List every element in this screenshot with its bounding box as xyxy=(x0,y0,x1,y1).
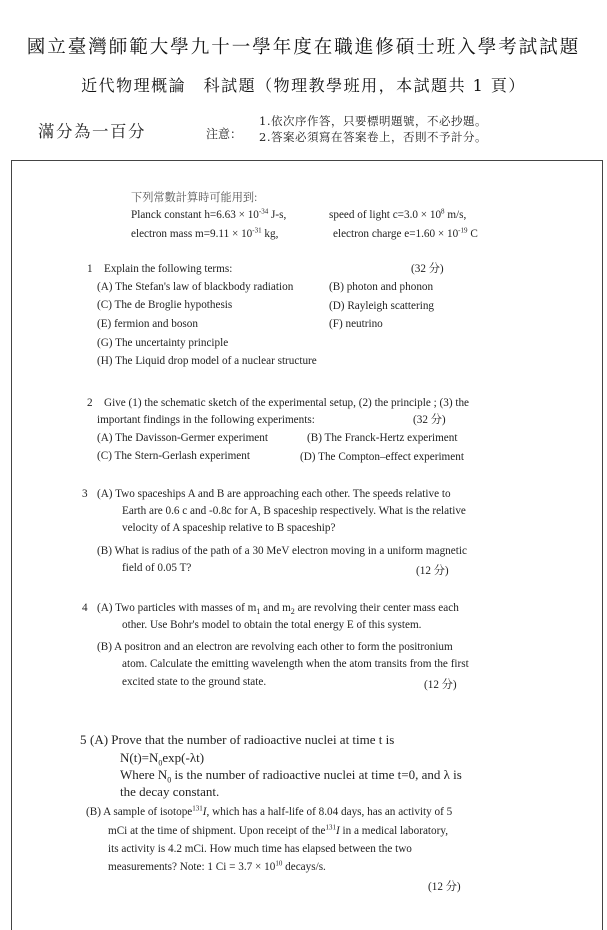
q2-item-a: (A) The Davisson-Germer experiment xyxy=(97,432,268,444)
q1-item-e: (E) fermion and boson xyxy=(97,318,198,330)
rule-2: 2.答案必須寫在答案卷上，否則不予計分。 xyxy=(259,130,487,144)
constant-charge: electron charge $e=1.60 \times 10^{-19}$ C xyxy=(333,226,478,240)
exam-title: 國立臺灣師範大學九十一學年度在職進修碩士班入學考試試題 xyxy=(26,37,581,58)
q5-b-line-3: its activity is 4.2 mCi. How much time has elapsed between the two xyxy=(108,843,412,855)
q4-score: (12 分) xyxy=(424,679,457,691)
q3-number: 3 xyxy=(82,488,88,500)
q1-text: Explain the following terms: xyxy=(104,263,233,275)
q2-score: (32 分) xyxy=(413,414,446,426)
q3-b-line-1: (B) What is radius of the path of a 30 MeV electron moving in a uniform magnetic xyxy=(97,545,467,557)
q5-b-line-4: measurements? Note: 1 $Ci = 3.7 \times 10^{10}$ decays/s. xyxy=(108,859,326,873)
constant-mass: electron mass $m=9.11 \times 10^{-31}$ kg, xyxy=(131,226,279,240)
q4-b-line-2: atom. Calculate the emitting wavelength when the atom transits from the first xyxy=(122,658,469,670)
q4-b-line-1: (B) A positron and an electron are revolving each other to form the positronium xyxy=(97,641,453,653)
q2-item-c: (C) The Stern-Gerlash experiment xyxy=(97,450,250,462)
q1-number: 1 xyxy=(87,263,93,275)
q1-item-g: (G) The uncertainty principle xyxy=(97,337,229,349)
q5-score: (12 分) xyxy=(428,881,461,893)
q2-item-d: (D) The Compton–effect experiment xyxy=(300,451,464,463)
exam-subtitle: 近代物理概論 科試題（物理教學班用，本試題共 1 頁） xyxy=(81,76,526,95)
q3-a-line-3: velocity of A spaceship relative to B spaceship? xyxy=(122,522,336,534)
q2-number: 2 xyxy=(87,397,93,409)
rule-1: 1.依次序作答，只要標明題號，不必抄題。 xyxy=(259,114,487,128)
q3-a-line-2: Earth are 0.6 c and -0.8c for A, B spaceship respectively. What is the relative xyxy=(122,505,466,517)
constant-planck: Planck constant $h=6.63 \times 10^{-34}$ J-s, xyxy=(131,207,287,221)
q3-b-line-2: field of 0.05 T? xyxy=(122,562,192,574)
q2-line-1: Give (1) the schematic sketch of the experimental setup, (2) the principle ; (3) the xyxy=(104,397,470,409)
q4-a-line-2: other. Use Bohr's model to obtain the total energy E of this system. xyxy=(122,619,422,631)
q2-item-b: (B) The Franck-Hertz experiment xyxy=(307,432,458,444)
full-score-note: 滿分為一百分 xyxy=(38,122,146,141)
q5-b-line-1: (B) A sample of isotope$^{131}$I, which has a half-life of 8.04 days, has an activity of 5 xyxy=(86,804,453,818)
notice-label: 注意： xyxy=(206,127,243,141)
q5-number: 5 xyxy=(80,732,87,747)
q4-number: 4 xyxy=(82,602,88,614)
q4-b-line-3: excited state to the ground state. xyxy=(122,676,267,688)
q2-line-2: important findings in the following experiments: xyxy=(97,414,315,426)
q5-a-line-4: the decay constant. xyxy=(120,784,220,799)
q1-item-b: (B) photon and phonon xyxy=(329,281,434,293)
q5-formula: $N(t)=N_0\exp(-\lambda t)$ xyxy=(120,750,205,768)
q4-a-line-1: (A) Two particles with masses of $m_1$ and $m_2$ are revolving their center mass each xyxy=(97,602,459,617)
q1-item-d: (D) Rayleigh scattering xyxy=(329,300,435,312)
q1-item-c: (C) The de Broglie hypothesis xyxy=(97,299,233,311)
q1-item-a: (A) The Stefan's law of blackbody radiation xyxy=(97,281,294,293)
q5-a-line-1: (A) Prove that the number of radioactive nuclei at time t is xyxy=(90,732,395,747)
q3-score: (12 分) xyxy=(416,565,449,577)
q1-item-h: (H) The Liquid drop model of a nuclear structure xyxy=(97,355,317,367)
q1-item-f: (F) neutrino xyxy=(329,318,383,330)
q5-b-line-2: mCi at the time of shipment. Upon receipt of the$^{131}$I in a medical laboratory, xyxy=(108,823,449,837)
q1-score: (32 分) xyxy=(411,263,444,275)
constant-light: speed of light $c=3.0 \times 10^8$ m/s, xyxy=(329,207,467,221)
constants-intro: 下列常數計算時可能用到: xyxy=(131,192,258,204)
q5-where: Where $N_0$ is the number of radioactive nuclei at time t=0, and λ is xyxy=(120,767,462,785)
q3-a-line-1: (A) Two spaceships A and B are approaching each other. The speeds relative to xyxy=(97,488,451,500)
